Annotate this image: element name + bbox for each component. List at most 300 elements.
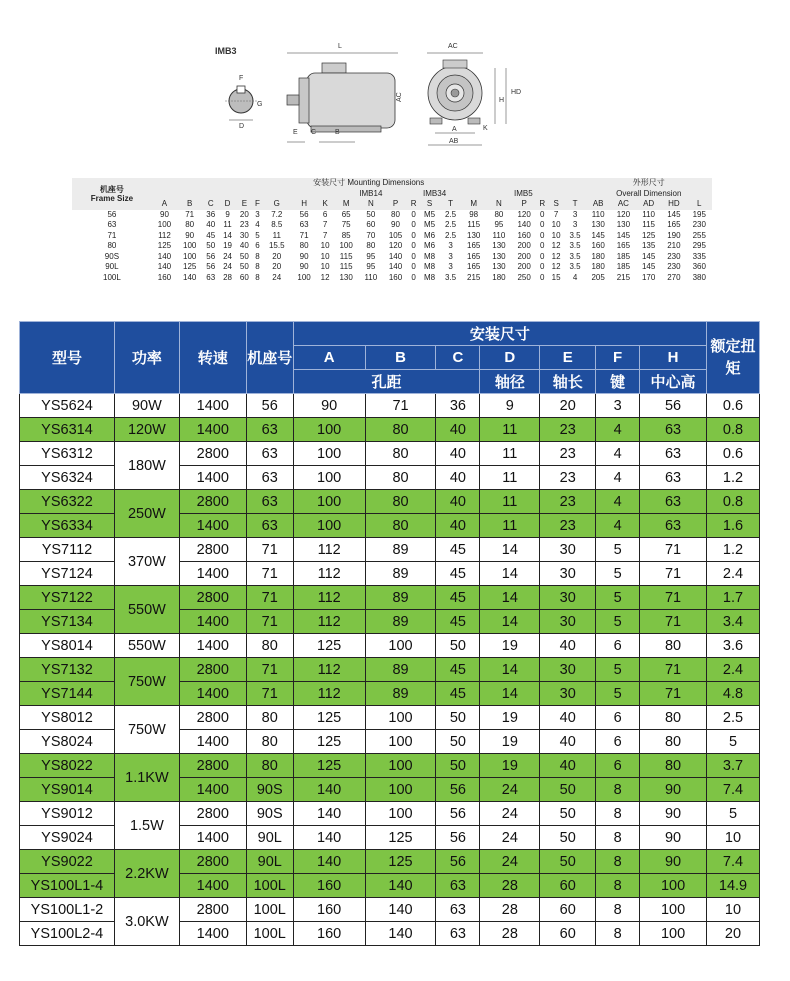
model-cell: YS5624 [20, 394, 115, 418]
dim-cell: 160 [388, 272, 403, 282]
shaft-section-view [225, 75, 262, 130]
key-cell: 8 [596, 778, 640, 802]
shaft-dia-cell: 19 [480, 730, 540, 754]
shaft-len-cell: 30 [540, 610, 596, 634]
dim-cell: 200 [517, 262, 531, 271]
frame-size-label-cn: 机座号 [99, 184, 124, 194]
power-cell: 1.5W [114, 802, 179, 850]
dim-col-header: B [177, 199, 202, 210]
key-cell: 8 [596, 898, 640, 922]
dim-col-header: K [317, 199, 334, 210]
shaft-len-cell: 23 [540, 490, 596, 514]
shaft-len-cell: 40 [540, 754, 596, 778]
dim-cell: 185 [616, 262, 631, 271]
key-cell: 5 [596, 610, 640, 634]
speed-cell: 1400 [179, 610, 246, 634]
dim-col-header: M [461, 199, 486, 210]
dim-col-header: P [383, 199, 408, 210]
dim-cell: 0 [411, 241, 416, 250]
dim-cell: 10 [320, 251, 330, 261]
power-cell: 750W [114, 658, 179, 706]
key-cell: 6 [596, 634, 640, 658]
shaft-dia-cell: 19 [480, 706, 540, 730]
col-shaft-dia: 轴径 [480, 370, 540, 394]
shaft-dia-cell: 11 [480, 490, 540, 514]
center-height-cell: 63 [640, 514, 707, 538]
dim-cell: 19 [223, 241, 232, 250]
model-cell: YS9014 [20, 778, 115, 802]
dim-b-cell: 89 [365, 538, 436, 562]
speed-cell: 2800 [179, 706, 246, 730]
dim-cell: 3 [448, 262, 453, 271]
center-height-cell: 63 [640, 442, 707, 466]
dim-cell: 20 [239, 209, 249, 219]
dim-cell: 3.5 [569, 230, 581, 240]
dim-c-cell: 50 [436, 730, 480, 754]
dim-cell: 0 [540, 220, 545, 229]
dim-col-header: A [152, 199, 177, 210]
frame-size-label-en: Frame Size [90, 193, 134, 203]
key-cell: 6 [596, 706, 640, 730]
dim-col-header: N [359, 199, 383, 210]
dim-cell: 23 [239, 220, 249, 229]
dim-K: K [483, 125, 488, 132]
speed-cell: 2800 [179, 754, 246, 778]
shaft-dia-cell: 24 [480, 802, 540, 826]
dim-c-cell: 45 [436, 538, 480, 562]
power-cell: 250W [114, 490, 179, 538]
dim-c-cell: 50 [436, 706, 480, 730]
key-cell: 3 [596, 394, 640, 418]
speed-cell: 1400 [179, 874, 246, 898]
dim-b-cell: 80 [365, 514, 436, 538]
dim-AB: AB [449, 138, 459, 145]
dim-cell: 130 [591, 220, 605, 229]
overall-dims-cn: 外形尺寸 [632, 178, 665, 187]
dim-cell: 145 [616, 230, 631, 240]
frame-cell: 90L [246, 826, 293, 850]
dim-b-cell: 125 [365, 850, 436, 874]
dim-cell: M5 [423, 209, 436, 219]
dim-col-header: R [408, 199, 419, 210]
dim-cell: 200 [517, 241, 531, 250]
shaft-len-cell: 60 [540, 898, 596, 922]
dimension-table [72, 178, 712, 283]
dim-cell: 145 [667, 209, 681, 219]
torque-cell: 0.8 [706, 418, 759, 442]
center-height-cell: 71 [640, 658, 707, 682]
speed-cell: 2800 [179, 586, 246, 610]
dim-G: G [257, 101, 263, 108]
dim-L: L [338, 43, 342, 50]
speed-cell: 1400 [179, 778, 246, 802]
dim-cell: 8 [255, 272, 260, 282]
shaft-len-cell: 23 [540, 466, 596, 490]
dim-a-cell: 125 [293, 634, 365, 658]
dim-a-cell: 160 [293, 874, 365, 898]
dim-cell: 165 [467, 241, 481, 250]
shaft-dia-cell: 28 [480, 922, 540, 946]
dim-cell: 140 [157, 251, 172, 261]
torque-cell: 4.8 [706, 682, 759, 706]
shaft-dia-cell: 11 [480, 418, 540, 442]
dim-a-cell: 125 [293, 706, 365, 730]
spec-row [20, 442, 760, 466]
dim-row [72, 262, 712, 273]
center-height-cell: 90 [640, 802, 707, 826]
dim-cell: 190 [667, 230, 681, 240]
dim-a-cell: 112 [293, 682, 365, 706]
dim-cell: 140 [388, 251, 403, 261]
shaft-dia-cell: 19 [480, 634, 540, 658]
center-height-cell: 71 [640, 562, 707, 586]
dim-cell: M6 [423, 241, 436, 250]
power-cell: 90W [114, 394, 179, 418]
torque-cell: 5 [706, 730, 759, 754]
center-height-cell: 90 [640, 850, 707, 874]
key-cell: 4 [596, 466, 640, 490]
dim-cell: 6 [322, 209, 328, 219]
spec-row [20, 898, 760, 922]
power-cell: 1.1KW [114, 754, 179, 802]
spec-row [20, 754, 760, 778]
dim-b-cell: 80 [365, 490, 436, 514]
dim-cell: 8.5 [271, 220, 283, 229]
model-cell: YS100L1-2 [20, 898, 115, 922]
dim-cell: 56 [299, 209, 309, 219]
shaft-dia-cell: 24 [480, 850, 540, 874]
shaft-dia-cell: 28 [480, 874, 540, 898]
imb34-label: IMB34 [408, 189, 461, 200]
dim-cell: 360 [692, 262, 706, 271]
dim-cell: 380 [692, 272, 706, 282]
dim-cell: 70 [366, 230, 376, 240]
frame-cell: 71 [246, 658, 293, 682]
torque-cell: 20 [706, 922, 759, 946]
dim-cell: 125 [183, 262, 197, 271]
dim-b-cell: 89 [365, 562, 436, 586]
dim-cell: 5 [255, 230, 260, 240]
dim-col-header: T [440, 199, 461, 210]
dim-cell: 120 [388, 241, 403, 250]
dim-c-cell: 45 [436, 682, 480, 706]
dim-b-cell: 100 [365, 634, 436, 658]
dim-cell: 180 [492, 272, 506, 282]
center-height-cell: 71 [640, 538, 707, 562]
shaft-len-cell: 50 [540, 850, 596, 874]
dim-cell: 20 [272, 262, 282, 271]
model-cell: YS7122 [20, 586, 115, 610]
dim-b-cell: 89 [365, 682, 436, 706]
dim-b-cell: 100 [365, 730, 436, 754]
dim-cell: 90S [104, 251, 120, 261]
dim-cell: 130 [467, 230, 481, 240]
dim-c-cell: 40 [436, 442, 480, 466]
shaft-dia-cell: 9 [480, 394, 540, 418]
speed-cell: 1400 [179, 466, 246, 490]
speed-cell: 1400 [179, 682, 246, 706]
dim-cell: 185 [616, 251, 631, 261]
dim-cell: 140 [183, 272, 197, 282]
dim-cell: 90 [160, 209, 169, 219]
dim-c-cell: 45 [436, 658, 480, 682]
dim-c-cell: 45 [436, 586, 480, 610]
frame-cell: 71 [246, 586, 293, 610]
torque-cell: 5 [706, 802, 759, 826]
dim-cell: 90 [391, 220, 400, 229]
dim-b-cell: 89 [365, 610, 436, 634]
dim-cell: 205 [591, 272, 605, 282]
col-center-height: 中心高 [640, 370, 707, 394]
frame-cell: 63 [246, 466, 293, 490]
dim-cell: 15.5 [268, 241, 285, 250]
model-cell: YS9024 [20, 826, 115, 850]
key-cell: 6 [596, 730, 640, 754]
spec-row [20, 538, 760, 562]
center-height-cell: 71 [640, 682, 707, 706]
dim-cell: 100 [183, 251, 197, 261]
dim-a-cell: 140 [293, 826, 365, 850]
col-power: 功率 [114, 322, 179, 394]
shaft-dia-cell: 14 [480, 658, 540, 682]
center-height-cell: 100 [640, 922, 707, 946]
dim-a-cell: 112 [293, 538, 365, 562]
dim-cell: 160 [157, 272, 172, 282]
dim-B: B [335, 129, 340, 136]
dim-cell: 165 [616, 241, 631, 250]
dim-cell: 3.5 [569, 262, 581, 271]
dim-cell: 20 [272, 251, 282, 261]
speed-cell: 2800 [179, 658, 246, 682]
dim-cell: 3.5 [445, 272, 457, 282]
dim-cell: 230 [667, 262, 681, 271]
dim-cell: 0 [540, 262, 545, 271]
shaft-dia-cell: 28 [480, 898, 540, 922]
dim-cell: 85 [341, 230, 351, 240]
dim-cell: 45 [206, 230, 216, 240]
torque-cell: 2.5 [706, 706, 759, 730]
col-A: A [293, 346, 365, 370]
power-cell: 120W [114, 418, 179, 442]
dim-a-cell: 125 [293, 730, 365, 754]
frame-cell: 100L [246, 874, 293, 898]
model-cell: YS9012 [20, 802, 115, 826]
dim-cell: 130 [339, 272, 353, 282]
model-cell: YS7134 [20, 610, 115, 634]
dim-cell: 130 [492, 262, 506, 271]
model-cell: YS100L2-4 [20, 922, 115, 946]
imb5-label: IMB5 [461, 189, 585, 200]
dim-cell: 95 [494, 220, 504, 229]
dim-cell: 110 [492, 230, 506, 240]
dim-cell: 160 [591, 241, 605, 250]
dim-cell: 71 [185, 209, 195, 219]
col-D: D [480, 346, 540, 370]
dim-cell: 9 [225, 209, 230, 219]
dim-cell: 165 [467, 251, 481, 261]
dim-cell: 80 [494, 209, 504, 219]
key-cell: 6 [596, 754, 640, 778]
dim-b-cell: 80 [365, 418, 436, 442]
model-cell: YS8024 [20, 730, 115, 754]
dim-header-row-3 [72, 199, 712, 210]
key-cell: 4 [596, 418, 640, 442]
dim-row [72, 231, 712, 242]
dim-cell: 50 [239, 262, 249, 271]
dim-b-cell: 100 [365, 754, 436, 778]
dim-cell: 12 [320, 272, 330, 282]
dim-cell: 12 [551, 241, 561, 250]
torque-cell: 10 [706, 826, 759, 850]
speed-cell: 2800 [179, 538, 246, 562]
key-cell: 5 [596, 538, 640, 562]
dim-cell: 110 [591, 209, 605, 219]
center-height-cell: 80 [640, 730, 707, 754]
shaft-len-cell: 50 [540, 802, 596, 826]
dim-cell: 63 [107, 220, 117, 229]
dim-F: F [239, 75, 244, 82]
frame-cell: 56 [246, 394, 293, 418]
dim-cell: 195 [692, 209, 706, 219]
dim-cell: 36 [206, 209, 216, 219]
dim-b-cell: 89 [365, 658, 436, 682]
dim-c-cell: 45 [436, 610, 480, 634]
dim-cell: 140 [517, 220, 531, 229]
shaft-dia-cell: 14 [480, 586, 540, 610]
shaft-len-cell: 30 [540, 538, 596, 562]
frame-cell: 80 [246, 634, 293, 658]
torque-cell: 3.6 [706, 634, 759, 658]
shaft-dia-cell: 11 [480, 466, 540, 490]
power-cell: 2.2KW [114, 850, 179, 898]
dim-col-header: P [512, 199, 537, 210]
dim-cell: 0 [540, 230, 545, 240]
dim-cell: 7 [322, 230, 328, 240]
model-cell: YS7124 [20, 562, 115, 586]
model-cell: YS9022 [20, 850, 115, 874]
dim-cell: 30 [239, 230, 249, 240]
dim-col-header: AB [586, 199, 611, 210]
dim-cell: 165 [467, 262, 481, 271]
dim-col-header: T [565, 199, 586, 210]
shaft-len-cell: 40 [540, 634, 596, 658]
torque-cell: 3.4 [706, 610, 759, 634]
dim-cell: 15 [551, 272, 561, 282]
key-cell: 5 [596, 562, 640, 586]
shaft-len-cell: 40 [540, 706, 596, 730]
dim-E: E [293, 129, 298, 136]
speed-cell: 2800 [179, 898, 246, 922]
dim-cell: 75 [341, 220, 351, 229]
dim-cell: 200 [517, 251, 531, 261]
torque-cell: 0.8 [706, 490, 759, 514]
col-frame: 机座号 [246, 322, 293, 394]
overall-dims-header [586, 178, 712, 199]
dim-AC-side: AC [396, 92, 403, 102]
col-speed: 转速 [179, 322, 246, 394]
spec-row [20, 658, 760, 682]
dim-cell: 11 [223, 220, 232, 229]
dim-c-cell: 40 [436, 466, 480, 490]
dim-c-cell: 63 [436, 898, 480, 922]
dim-cell: M5 [423, 220, 436, 229]
dim-cell: 80 [185, 220, 195, 229]
speed-cell: 2800 [179, 802, 246, 826]
frame-size-label [72, 178, 152, 210]
dim-cell: 140 [157, 262, 172, 271]
dim-cell: 180 [591, 251, 605, 261]
speed-cell: 1400 [179, 514, 246, 538]
dim-cell: 230 [692, 220, 706, 229]
dim-cell: 140 [388, 262, 403, 271]
key-cell: 5 [596, 658, 640, 682]
dim-col-header: N [486, 199, 511, 210]
dim-cell: 0 [540, 272, 545, 282]
dim-cell: 0 [540, 241, 545, 250]
dim-cell: 50 [366, 209, 376, 219]
shaft-len-cell: 50 [540, 778, 596, 802]
dim-c-cell: 63 [436, 874, 480, 898]
dim-cell: 8 [255, 251, 260, 261]
dim-b-cell: 100 [365, 802, 436, 826]
dim-cell: 56 [107, 209, 117, 219]
speed-cell: 2800 [179, 850, 246, 874]
frame-cell: 100L [246, 898, 293, 922]
dim-col-header: F [253, 199, 262, 210]
dim-a-cell: 140 [293, 778, 365, 802]
speed-cell: 2800 [179, 442, 246, 466]
key-cell: 4 [596, 442, 640, 466]
dim-cell: 0 [411, 251, 416, 261]
overall-dims-en: Overall Dimension [616, 188, 682, 198]
dim-cell: 145 [591, 230, 605, 240]
dim-a-cell: 100 [293, 442, 365, 466]
dim-cell: 2.5 [445, 209, 457, 219]
dim-cell: 270 [667, 272, 681, 282]
dim-cell: 90L [105, 262, 119, 271]
center-height-cell: 71 [640, 610, 707, 634]
power-cell: 550W [114, 634, 179, 658]
col-F: F [596, 346, 640, 370]
blank-cell [152, 189, 334, 200]
dim-c-cell: 40 [436, 490, 480, 514]
key-cell: 8 [596, 922, 640, 946]
model-cell: YS6334 [20, 514, 115, 538]
mounting-dims-header: 安装尺寸 Mounting Dimensions [152, 178, 586, 189]
dim-cell: 130 [492, 251, 506, 261]
shaft-dia-cell: 11 [480, 514, 540, 538]
dim-cell: 100 [157, 220, 172, 229]
dim-cell: 4 [572, 272, 578, 282]
dim-cell: 110 [642, 209, 656, 219]
spec-row [20, 634, 760, 658]
torque-cell: 7.4 [706, 778, 759, 802]
dim-row [72, 273, 712, 284]
frame-cell: 63 [246, 418, 293, 442]
dim-cell: 3 [572, 220, 578, 229]
dim-cell: 90 [299, 262, 309, 271]
dim-c-cell: 63 [436, 922, 480, 946]
dim-cell: 80 [391, 209, 400, 219]
shaft-dia-cell: 24 [480, 826, 540, 850]
center-height-cell: 80 [640, 634, 707, 658]
torque-cell: 1.7 [706, 586, 759, 610]
dim-col-header: M [334, 199, 359, 210]
spec-row [20, 490, 760, 514]
dim-col-header: S [548, 199, 565, 210]
dim-cell: 11 [272, 230, 281, 240]
dim-cell: 10 [320, 241, 330, 250]
